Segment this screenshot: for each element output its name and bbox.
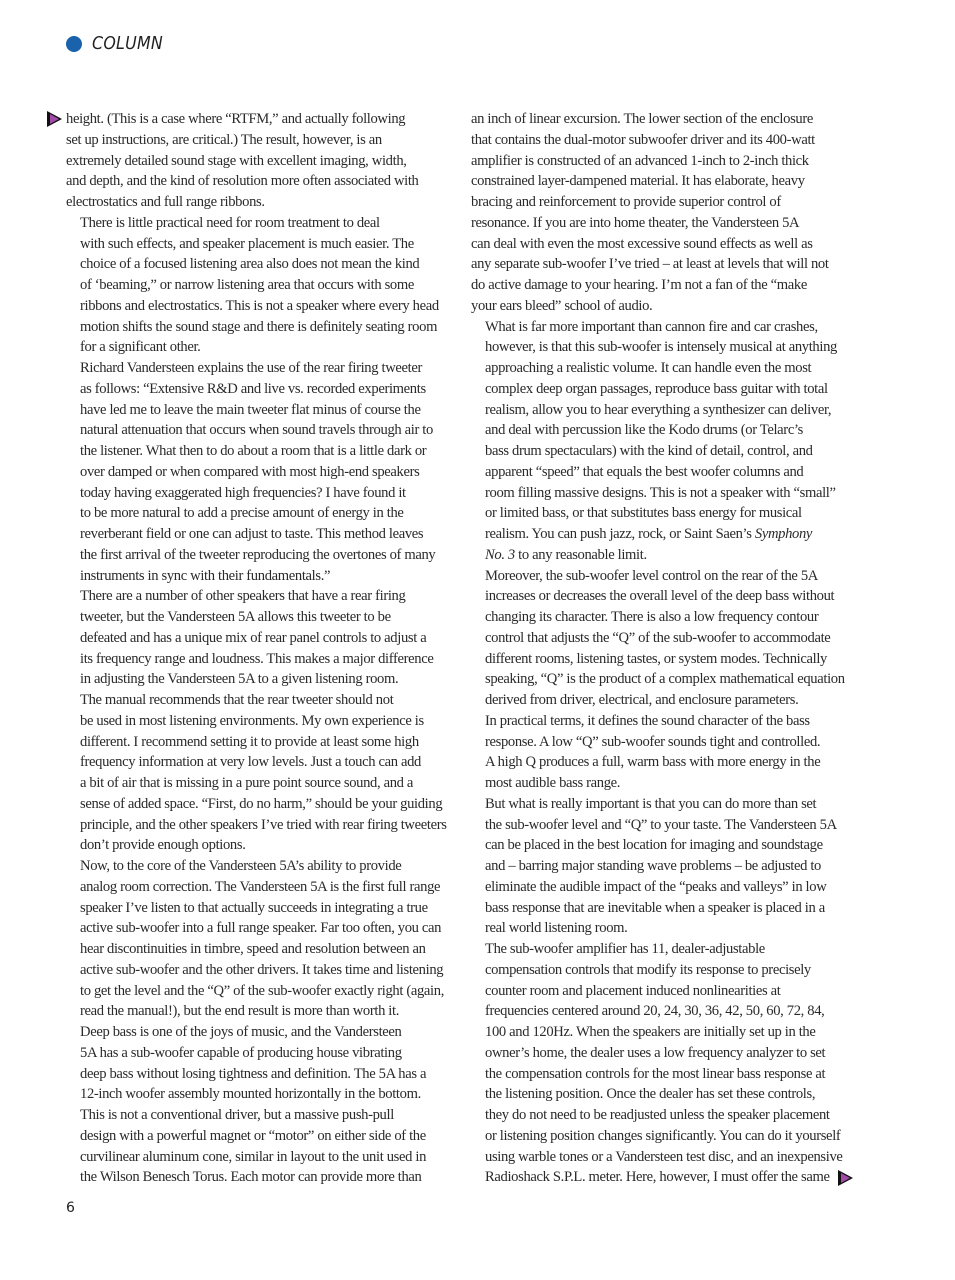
section-header [66, 33, 173, 54]
text-line: frequencies centered around 20, 24, 30, 36, 42, 50, 60, 72, 84, [485, 1003, 825, 1020]
paragraph [66, 213, 450, 358]
paragraph [66, 358, 450, 586]
section-label: COLUMN [92, 33, 164, 54]
text-line: over damped or when compared with most high-end speakers [80, 463, 420, 480]
paragraph [66, 586, 450, 690]
text-line: There is little practical need for room treatment to deal [80, 214, 380, 231]
text-line: The manual recommends that the rear tweeter should not [80, 692, 394, 708]
text-line: room filling massive designs. This is not a speaker with “small” [485, 484, 836, 501]
text-line: principle, and the other speakers I’ve tried with rear firing tweeters [80, 816, 447, 833]
text-line: instruments in sync with their fundamentals.” [80, 567, 331, 584]
text-line: The sub-woofer amplifier has 11, dealer-adjustable [485, 941, 765, 957]
text-line: active sub-woofer into a full range speaker. Far too often, you can [80, 920, 442, 937]
text-line: resonance. If you are into home theater, the Vandersteen 5A [471, 214, 800, 231]
text-line: using warble tones or a Vandersteen test disc, and an inexpensive [485, 1148, 843, 1165]
text-line: design with a powerful magnet or “motor” on either side of the [80, 1127, 426, 1144]
text-line: apparent “speed” that equals the best woofer columns and [485, 463, 804, 480]
text-line: constrained layer-dampened material. It has elaborate, heavy [471, 173, 805, 190]
text-line: have led me to leave the main tweeter flat minus of course the [80, 401, 421, 418]
text-line: derived from driver, electrical, and enclosure parameters. [485, 692, 799, 708]
text-line: frequency information at very low levels. Just a touch can add [80, 754, 421, 771]
text-line: extremely detailed sound stage with excellent imaging, width, [66, 152, 407, 169]
text-line: 12-inch woofer assembly mounted horizontally in the bottom. [80, 1086, 421, 1103]
text-line: the listener. What then to do about a room that is a little dark or [80, 443, 427, 459]
text-line: reverberant field or one can adjust to taste. This method leaves [80, 526, 424, 542]
text-line: bass response that are inevitable when a speaker is placed in a [485, 899, 825, 916]
text-line: can be placed in the best location for imaging and soundstage [485, 837, 823, 854]
text-line: the sub-woofer level and “Q” to your taste. The Vandersteen 5A [485, 816, 837, 833]
text-line: increases or decreases the overall level of the deep bass without [485, 588, 835, 605]
text-line: bracing and reinforcement to provide superior control of [471, 194, 781, 210]
text-line: eliminate the audible impact of the “peaks and valleys” in low [485, 878, 827, 895]
text-line: In practical terms, it defines the sound character of the bass [485, 712, 810, 729]
text-line: most audible bass range. [485, 775, 621, 791]
text-line: and depth, and the kind of resolution more often associated with [66, 173, 419, 190]
text-line: and deal with percussion like the Kodo drums (or Telarc’s [485, 422, 803, 439]
text-line: speaker I’ve listen to that actually succeeds in integrating a true [80, 899, 428, 916]
text-line: Deep bass is one of the joys of music, and the Vandersteen [80, 1024, 402, 1040]
work-title: No. 3 [485, 546, 515, 563]
text-line: different rooms, listening tastes, or system modes. Technically [485, 650, 827, 667]
text-line: changing its character. There is also a low frequency contour [485, 609, 819, 625]
text-line: do active damage to your hearing. I’m not a fan of the “make [471, 277, 807, 293]
text-line: for a significant other. [80, 339, 201, 356]
text-line: There are a number of other speakers that have a rear firing [80, 588, 406, 605]
text-line: an inch of linear excursion. The lower section of the enclosure [471, 111, 813, 127]
text-line: they do not need to be readjusted unless the speaker placement [485, 1107, 830, 1123]
text-line: sense of added space. “First, do no harm,” should be your guiding [80, 795, 443, 812]
page-number: 6 [66, 1200, 75, 1216]
text-line: the Wilson Benesch Torus. Each motor can provide more than [80, 1169, 422, 1186]
text-line: with such effects, and speaker placement is much easier. The [80, 235, 414, 252]
text-line: What is far more important than cannon fire and car crashes, [485, 318, 818, 335]
text-line: 5A has a sub-woofer capable of producing house vibrating [80, 1044, 402, 1061]
text-line: bass drum spectaculars) with the kind of detail, control, and [485, 443, 813, 459]
text-line: active sub-woofer and the other drivers. It takes time and listening [80, 961, 444, 978]
continued-on-arrow-icon [838, 1170, 853, 1186]
text-line: compensation controls that modify its response to precisely [485, 961, 811, 978]
paragraph [66, 690, 450, 856]
text-line: in adjusting the Vandersteen 5A to a given listening room. [80, 671, 399, 688]
text-line: owner’s home, the dealer uses a low frequency analyzer to set [485, 1044, 826, 1061]
text-line: analog room correction. The Vandersteen 5A is the first full range [80, 878, 441, 895]
text-line: the compensation controls for the most linear bass response at [485, 1065, 826, 1082]
text-line: choice of a focused listening area also does not mean the kind [80, 256, 420, 273]
right-column [471, 109, 859, 1188]
text-line: the first arrival of the tweeter reproducing the overtones of many [80, 546, 436, 563]
text-line: read the manual!), but the end result is more than worth it. [80, 1003, 400, 1020]
paragraph [66, 856, 450, 1022]
paragraph [471, 939, 859, 1188]
text-line: curvilinear aluminum cone, similar in layout to the unit used in [80, 1148, 427, 1165]
paragraph [471, 794, 859, 939]
section-bullet-icon [66, 36, 82, 52]
text-line: any separate sub-woofer I’ve tried – at least at levels that will not [471, 256, 829, 273]
text-line: your ears bleed” school of audio. [471, 297, 653, 314]
text-line: set up instructions, are critical.) The result, however, is an [66, 131, 382, 148]
text-line: Now, to the core of the Vandersteen 5A’s ability to provide [80, 858, 402, 874]
text-line: defeated and has a unique mix of rear panel controls to adjust a [80, 629, 427, 646]
text-line: complex deep organ passages, reproduce bass guitar with total [485, 380, 828, 397]
text-line: natural attenuation that occurs when sound travels through air to [80, 422, 433, 439]
text-line: hear discontinuities in timbre, speed and resolution between an [80, 941, 426, 957]
text-line: today having exaggerated high frequencies? I have found it [80, 484, 406, 501]
text-line: the listening position. Once the dealer has set these controls, [485, 1086, 816, 1103]
text-line: that contains the dual-motor subwoofer driver and its 400-watt [471, 131, 815, 148]
text-line: realism. You can push jazz, rock, or Saint Saen’s Symphony [485, 526, 813, 542]
continued-from-arrow-icon [47, 111, 62, 127]
text-line: counter room and placement induced nonlinearities at [485, 982, 781, 999]
text-line: amplifier is constructed of an advanced 1-inch to 2-inch thick [471, 152, 809, 169]
text-line: don’t provide enough options. [80, 837, 246, 854]
text-line: and – barring major standing wave problems – be adjusted to [485, 858, 821, 874]
text-line: however, is that this sub-woofer is intensely musical at anything [485, 339, 837, 356]
text-line: speaking, “Q” is the product of a complex mathematical equation [485, 671, 845, 688]
text-line: Moreover, the sub-woofer level control on the rear of the 5A [485, 567, 818, 584]
text-line: tweeter, but the Vandersteen 5A allows this tweeter to be [80, 609, 391, 625]
text-line: or listening position changes significantly. You can do it yourself [485, 1127, 841, 1144]
text-line: be used in most listening environments. My own experience is [80, 712, 424, 729]
text-line: can deal with even the most excessive sound effects as well as [471, 235, 813, 252]
text-line: realism, allow you to hear everything a synthesizer can deliver, [485, 401, 832, 418]
text-line: A high Q produces a full, warm bass with more energy in the [485, 754, 821, 771]
text-line: 100 and 120Hz. When the speakers are initially set up in the [485, 1024, 816, 1040]
text-line: deep bass without losing tightness and definition. The 5A has a [80, 1065, 427, 1082]
text-line: But what is really important is that you can do more than set [485, 795, 817, 812]
paragraph [471, 109, 859, 317]
text-line: No. 3 to any reasonable limit. [485, 546, 647, 563]
paragraph [66, 1022, 450, 1188]
work-title: Symphony [754, 526, 813, 542]
text-line: or limited bass, or that substitutes bass energy for musical [485, 505, 802, 522]
text-line: motion shifts the sound stage and there is definitely seating room [80, 318, 438, 335]
paragraph [471, 317, 859, 566]
text-line: response. A low “Q” sub-woofer sounds tight and controlled. [485, 733, 821, 750]
text-line: different. I recommend setting it to provide at least some high [80, 733, 419, 750]
paragraph [66, 109, 450, 213]
text-line: to be more natural to add a precise amount of energy in the [80, 505, 404, 522]
paragraph [471, 566, 859, 794]
text-line: Radioshack S.P.L. meter. Here, however, I must offer the same [485, 1169, 830, 1186]
text-line: its frequency range and loudness. This makes a major difference [80, 650, 434, 667]
text-line: control that adjusts the “Q” of the sub-woofer to accommodate [485, 629, 831, 646]
text-line: electrostatics and full range ribbons. [66, 194, 265, 210]
left-column [66, 109, 450, 1188]
text-line: to get the level and the “Q” of the sub-woofer exactly right (again, [80, 982, 445, 999]
text-line: height. (This is a case where “RTFM,” and actually following [66, 111, 406, 127]
text-line: of ‘beaming,” or narrow listening area that occurs with some [80, 277, 414, 293]
text-line: ribbons and electrostatics. This is not a speaker where every head [80, 297, 439, 314]
text-line: approaching a realistic volume. It can handle even the most [485, 360, 812, 376]
text-line: real world listening room. [485, 920, 628, 937]
text-line: a bit of air that is missing in a pure point source sound, and a [80, 775, 414, 791]
text-line: Richard Vandersteen explains the use of the rear firing tweeter [80, 360, 422, 376]
text-line: as follows: “Extensive R&D and live vs. recorded experiments [80, 380, 426, 397]
text-line: This is not a conventional driver, but a massive push-pull [80, 1107, 394, 1123]
